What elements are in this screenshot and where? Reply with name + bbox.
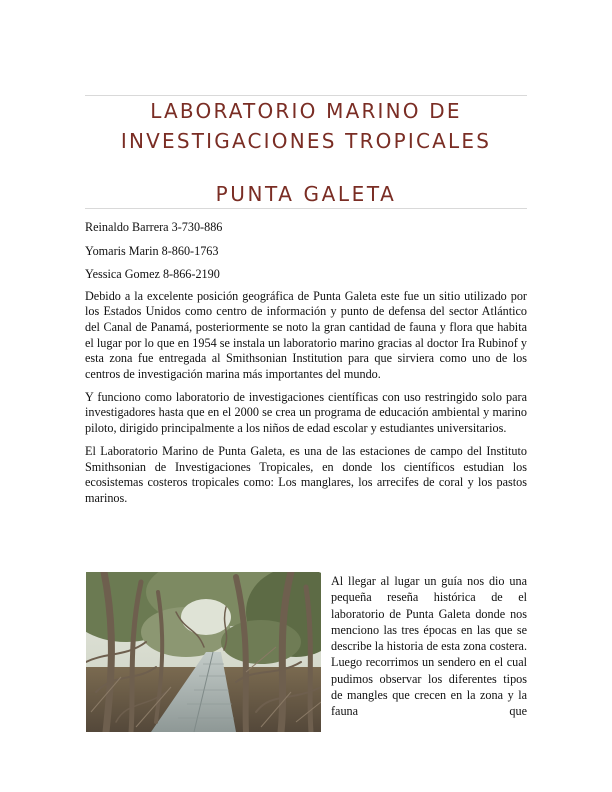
author-line: Reinaldo Barrera 3-730-886 (85, 220, 223, 234)
side-paragraph: Al llegar al lugar un guía nos dio una pequeña reseña histórica de el laboratorio de Punta Galeta donde nos menciono las tres épocas en las que se describe la historia de esta zona costera. Luego recorrimos un sendero en el cual pudimos observar los diferentes tipos de mangles que crecen en la zona y la fauna que (331, 574, 527, 719)
author-line: Yessica Gomez 8-866-2190 (85, 267, 220, 282)
page-subtitle: PUNTA GALETA (215, 182, 397, 206)
author-line: Yomaris Marin 8-860-1763 (85, 243, 219, 258)
document-body (85, 220, 527, 514)
body-paragraph: Debido a la excelente posición geográfica de Punta Galeta este fue un sitio utilizado por los Estados Unidos como centro de información y punto de defensa del sector Atlántico del Canal de Panamá, posteriormente se noto la gran cantidad de fauna y flora que habita el lugar por lo que en 1954 se instala un laboratorio marino gracias al doctor Ira Rubinof y esta zona fue entregada al Smithsonian Institution para que sirviera como uno de los centros de investigación marina más importantes del mundo. (85, 288, 527, 381)
title-block (85, 96, 527, 209)
mangrove-boardwalk-photo (86, 572, 321, 732)
page-title-line-1: LABORATORIO MARINO DE (150, 99, 462, 123)
page-title-line-2: INVESTIGACIONES TROPICALES (120, 129, 492, 153)
body-paragraph: Y funciono como laboratorio de investigaciones científicas con uso restringido solo para investigadores hasta que en el 2000 se crea un programa de educación ambiental y marino piloto, dirigido principalmente a los niños de edad escolar y estudiantes universitarios. (85, 389, 527, 436)
body-paragraph: El Laboratorio Marino de Punta Galeta, es una de las estaciones de campo del Instituto Smithsonian de Investigaciones Tropicales, en donde los científicos estudian los ecosistemas costeros tropicales como: Los manglares, los arrecifes de coral y los pastos marinos. (85, 444, 527, 505)
title-divider (85, 208, 527, 209)
